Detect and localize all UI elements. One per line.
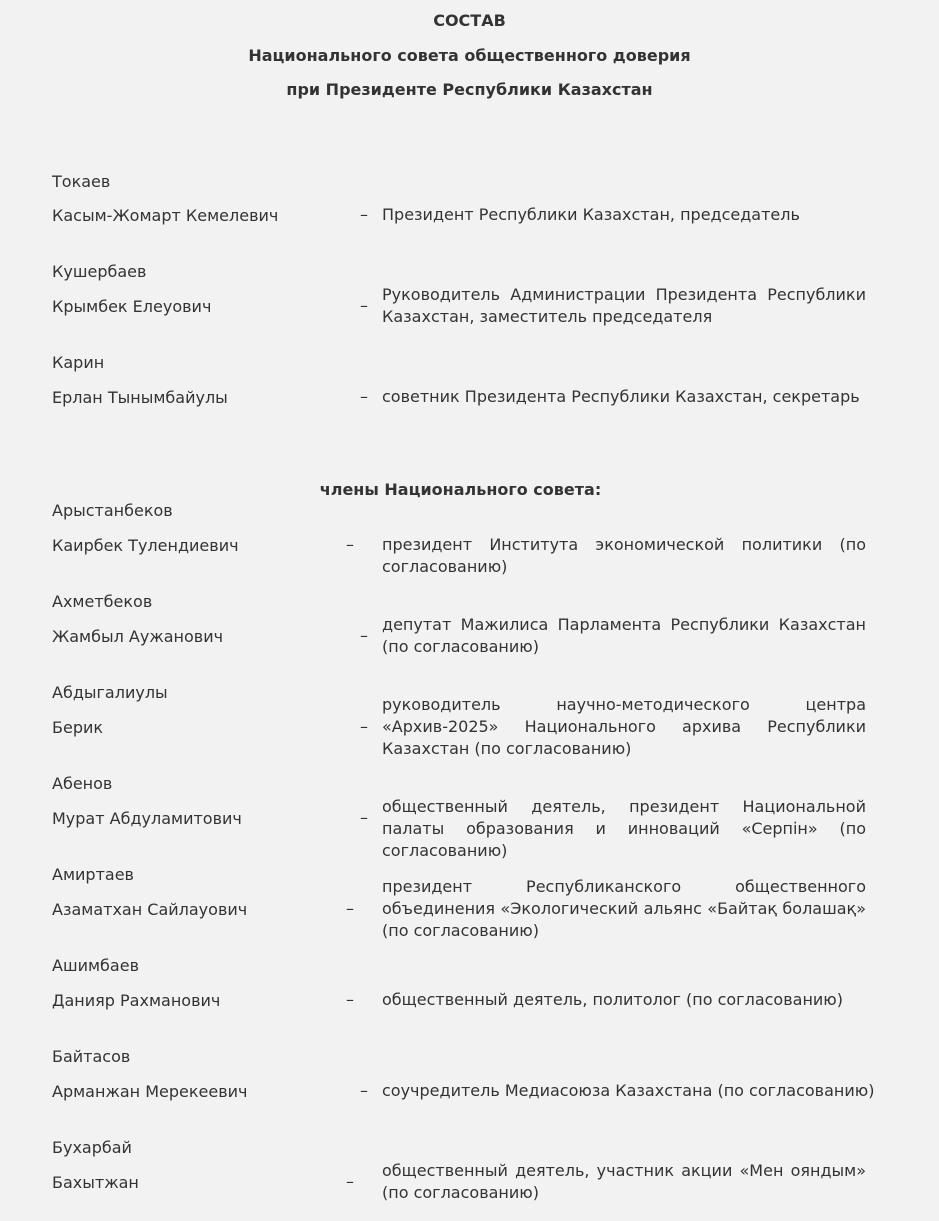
dash-separator: – — [360, 387, 368, 406]
member-surname: Ашимбаев — [52, 956, 139, 975]
member-role: соучредитель Медиасоюза Казахстана (по согласованию) — [382, 1081, 875, 1100]
dash-separator: – — [346, 899, 354, 918]
dash-separator: – — [360, 717, 368, 736]
dash-separator: – — [360, 296, 368, 315]
member-given-name: Берик — [52, 718, 104, 737]
dash-separator: – — [346, 1172, 354, 1191]
member-surname: Арыстанбеков — [52, 501, 173, 520]
member-given-name: Каирбек Тулендиевич — [52, 536, 239, 555]
member-role: Руководитель Администрации Президента Республики Казахстан, заместитель председателя — [382, 285, 866, 326]
members-heading: члены Национального совета: — [319, 480, 602, 499]
member-surname: Токаев — [52, 172, 111, 191]
member-role: общественный деятель, участник акции «Мен ояндым» (по согласованию) — [382, 1161, 866, 1202]
dash-separator: – — [360, 1081, 368, 1100]
member-given-name: Мурат Абдуламитович — [52, 809, 242, 828]
member-role: руководитель научно-методического центра «Архив-2025» Национального архива Республики Казахстан (по согласованию) — [382, 695, 866, 758]
dash-separator: – — [346, 990, 354, 1009]
member-given-name: Жамбыл Аужанович — [52, 627, 224, 646]
dash-separator: – — [360, 808, 368, 827]
member-given-name: Крымбек Елеуович — [52, 297, 212, 316]
member-given-name: Касым-Жомарт Кемелевич — [52, 206, 279, 225]
member-role: депутат Мажилиса Парламента Республики Казахстан (по согласованию) — [382, 615, 866, 656]
document-subtitle-2: при Президенте Республики Казахстан — [286, 80, 653, 99]
member-role: общественный деятель, президент Национальной палаты образования и инноваций «Серпін» (по согласованию) — [382, 797, 866, 860]
dash-separator: – — [360, 205, 368, 224]
dash-separator: – — [360, 626, 368, 645]
member-surname: Ахметбеков — [52, 592, 153, 611]
member-given-name: Азаматхан Сайлауович — [52, 900, 248, 919]
member-role: советник Президента Республики Казахстан, секретарь — [382, 387, 860, 406]
member-surname: Абенов — [52, 774, 113, 793]
member-given-name: Ерлан Тынымбайулы — [52, 388, 228, 407]
document-subtitle: Национального совета общественного доверия — [248, 46, 691, 65]
member-surname: Бухарбай — [52, 1138, 132, 1157]
member-role: президент Республиканского общественного объединения «Экологический альянс «Байтақ болашақ» (по согласованию) — [382, 877, 866, 940]
member-given-name: Арманжан Мерекеевич — [52, 1082, 248, 1101]
member-given-name: Данияр Рахманович — [52, 991, 221, 1010]
member-role: президент Института экономической политики (по согласованию) — [382, 535, 866, 576]
member-surname: Амиртаев — [52, 865, 134, 884]
member-surname: Абдыгалиулы — [52, 683, 168, 702]
dash-separator: – — [346, 535, 354, 554]
member-surname: Карин — [52, 353, 105, 372]
member-surname: Байтасов — [52, 1047, 131, 1066]
member-role: общественный деятель, политолог (по согласованию) — [382, 990, 844, 1009]
member-surname: Кушербаев — [52, 262, 147, 281]
member-role: Президент Республики Казахстан, председатель — [382, 205, 800, 224]
document-title: СОСТАВ — [433, 11, 506, 30]
member-given-name: Бахытжан — [52, 1173, 139, 1192]
